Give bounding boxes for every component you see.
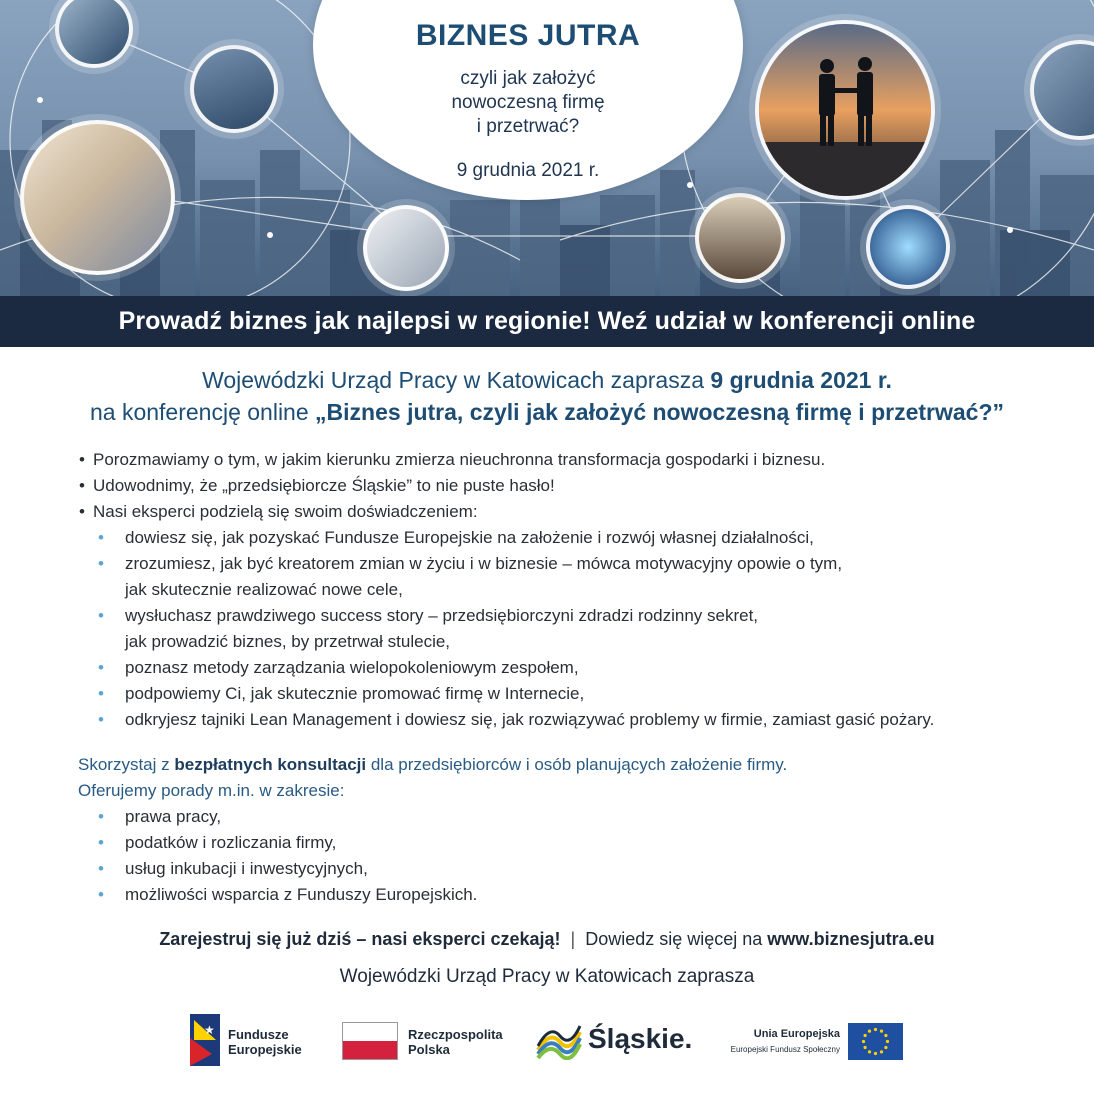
meeting-photo-bubble [190, 45, 278, 133]
intro-line-1 [0, 367, 1094, 394]
event-title: BIZNES JUTRA [415, 19, 641, 52]
list-item: • usług inkubacji i inwestycyjnych, [125, 856, 477, 882]
bullet-icon: • [98, 658, 104, 677]
list-item: • dowiesz się, jak pozyskać Fundusze Europejskie na założenie i rozwój własnej działalności, [125, 525, 934, 551]
eu-flag-icon [848, 1023, 903, 1060]
bullet-icon: • [79, 476, 85, 495]
list-item: • podatków i rozliczania firmy, [125, 830, 477, 856]
list-item: • zrozumiesz, jak być kreatorem zmian w życiu i w biznesie – mówca motywacyjny opowie o tym, jak skutecznie realizować nowe cele, [125, 551, 934, 603]
subtitle-line: i przetrwać? [476, 116, 580, 137]
slaskie-wave-logo-icon [536, 1022, 582, 1060]
handshake-silhouette-icon [759, 24, 931, 196]
intro-text: Wojewódzki Urząd Pracy w Katowicach zaprasza [202, 367, 711, 393]
website-link[interactable]: www.biznesjutra.eu [767, 929, 935, 949]
organizer-line: Wojewódzki Urząd Pracy w Katowicach zaprasza [339, 966, 755, 987]
eu-title: Unia Europejska [753, 1028, 840, 1040]
polish-flag-icon [342, 1022, 398, 1060]
list-item: • Porozmawiamy o tym, w jakim kierunku zmierza nieuchronna transformacja gospodarki i biznesu. [93, 447, 825, 473]
consult-intro: Oferujemy porady m.in. w zakresie: [78, 781, 345, 800]
rzeczpospolita-polska-label: Rzeczpospolita Polska [408, 1027, 503, 1057]
bullet-icon: • [98, 710, 104, 729]
stairs-photo-bubble [695, 193, 785, 283]
expert-points-list [98, 525, 935, 733]
conference-name: „Biznes jutra, czyli jak założyć nowoczesną firmę i przetrwać?” [315, 399, 1004, 425]
svg-text:★: ★ [204, 1023, 215, 1037]
bullet-icon: • [98, 859, 104, 878]
bullet-icon: • [98, 684, 104, 703]
subtitle-line: czyli jak założyć [460, 68, 596, 89]
separator: | [570, 929, 576, 949]
intro-text: na konferencję online [89, 399, 316, 425]
headline-text: Prowadź biznes jak najlepsi w regionie! Weź udział w konferencji online [118, 307, 976, 335]
event-subtitle [313, 67, 743, 139]
handshake-photo-bubble [755, 20, 935, 200]
list-item: • poznasz metody zarządzania wielopokoleniowym zespołem, [125, 655, 934, 681]
main-points-list [79, 447, 826, 525]
list-item: • wysłuchasz prawdziwego success story – przedsiębiorczyni zdradzi rodzinny sekret, jak prowadzić biznes, by przetrwał stulecie, [125, 603, 934, 655]
document-photo-bubble [20, 120, 175, 275]
list-item: • podpowiemy Ci, jak skutecznie promować firmę w Internecie, [125, 681, 934, 707]
fundusze-europejskie-logo-icon [190, 1014, 220, 1066]
intro-date: 9 grudnia 2021 r. [710, 367, 892, 393]
intro-line-2 [0, 399, 1094, 426]
event-date: 9 grudnia 2021 r. [456, 160, 600, 181]
bullet-icon: • [98, 554, 104, 573]
fundusze-europejskie-label: Fundusze Europejskie [228, 1027, 302, 1057]
hero-image [0, 0, 1094, 347]
subtitle-line: nowoczesną firmę [451, 92, 605, 113]
list-item: • Nasi eksperci podzielą się swoim doświadczeniem: [93, 499, 825, 525]
slaskie-label: Śląskie. [588, 1023, 693, 1054]
bullet-icon: • [79, 502, 85, 521]
globe-photo-bubble [866, 205, 950, 289]
list-item: • możliwości wsparcia z Funduszy Europejskich. [125, 882, 477, 908]
register-text: Zarejestruj się już dziś – nasi eksperci czekają! [159, 929, 561, 949]
bullet-icon: • [98, 807, 104, 826]
eu-subtitle: Europejski Fundusz Społeczny [730, 1045, 840, 1054]
graph-photo-bubble [363, 205, 449, 291]
headline-banner [0, 296, 1094, 347]
bullet-icon: • [79, 450, 85, 469]
more-info-text: Dowiedz się więcej na [585, 929, 768, 949]
bullet-icon: • [98, 885, 104, 904]
bullet-icon: • [98, 606, 104, 625]
consult-highlight: bezpłatnych konsultacji [174, 755, 367, 774]
bullet-icon: • [98, 833, 104, 852]
consult-list [98, 804, 478, 908]
consult-paragraph: Skorzystaj z bezpłatnych konsultacji dla przedsiębiorców i osób planujących założenie firmy. [78, 755, 788, 774]
call-to-action [0, 929, 1094, 950]
list-item: • Udowodnimy, że „przedsiębiorcze Śląskie” to nie puste hasło! [93, 473, 825, 499]
bullet-icon: • [98, 528, 104, 547]
list-item: • prawa pracy, [125, 804, 477, 830]
list-item: • odkryjesz tajniki Lean Management i dowiesz się, jak rozwiązywać problemy w firmie, zamiast gasić pożary. [125, 707, 934, 733]
